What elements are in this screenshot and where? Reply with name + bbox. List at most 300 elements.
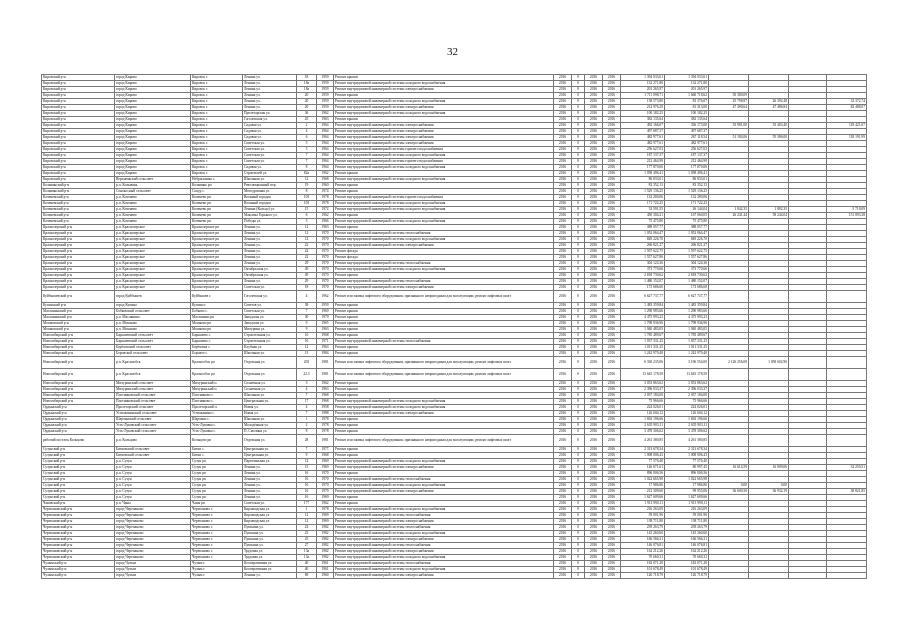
cell-house: 103 [297, 195, 317, 201]
cell-budget-cost: 16 809,06 [749, 465, 789, 471]
cell-district: Чулымский р-н [42, 561, 115, 567]
cell-total-cost: 224 026,01 [621, 405, 665, 411]
cell-work-type: Ремонт фасада [334, 255, 554, 261]
cell-house: 17 [297, 399, 317, 405]
cell-settlement: Сокур с. [191, 189, 243, 195]
cell-plan-year: 2016 [554, 483, 572, 489]
cell-fund-cost: 267 118,54 [665, 135, 709, 141]
cell-year: 1982 [317, 531, 334, 537]
cell-plan-year: 2016 [554, 489, 572, 495]
cell-end-year: 2016 [603, 75, 621, 81]
cell-col-zero: 0 [572, 153, 585, 159]
cell-district: Чулымский р-н [42, 567, 115, 573]
cell-settlement: Коченево рп [191, 195, 243, 201]
cell-settlement: Кировск г. [191, 93, 243, 99]
cell-plan-year: 2016 [554, 315, 572, 321]
cell-col-zero: 0 [572, 405, 585, 411]
cell-other-cost: 38 821,85 [827, 489, 867, 495]
cell-owners-cost [709, 291, 749, 303]
cell-col-zero: 0 [572, 105, 585, 111]
cell-col-zero: 0 [572, 231, 585, 237]
cell-plan-year: 2016 [554, 255, 572, 261]
cell-settlement: Краснозерское рп [191, 243, 243, 249]
cell-total-cost: 33 591,55 [621, 207, 665, 213]
cell-plan-year: 2016 [554, 129, 572, 135]
cell-work-type: Ремонт внутридомовой инженерной системы электроснабжения [334, 489, 554, 495]
cell-house: 20 [297, 105, 317, 111]
cell-total-cost: 1 483 359,84 [621, 303, 665, 309]
cell-district: Сузунский р-н [42, 495, 115, 501]
cell-municipality: Плотниковский сельсовет [115, 393, 191, 399]
cell-end-year: 2016 [603, 285, 621, 291]
cell-year: 1963 [317, 387, 334, 393]
cell-settlement: Чаны рп [191, 501, 243, 507]
cell-total-cost: 171 722,25 [621, 201, 665, 207]
cell-municipality: р.п. Коченево [115, 207, 191, 213]
cell-district: Краснозерский р-н [42, 261, 115, 267]
cell-other-cost [827, 573, 867, 579]
cell-district: Краснозерский р-н [42, 285, 115, 291]
cell-col-zero: 0 [572, 387, 585, 393]
cell-house: 36 [297, 111, 317, 117]
cell-year: 1970 [317, 261, 334, 267]
cell-col-zero: 0 [572, 477, 585, 483]
cell-year: 1964 [317, 129, 334, 135]
table-row [42, 369, 867, 381]
cell-municipality: р.п. Сузун [115, 483, 191, 489]
cell-house: 7 [297, 153, 317, 159]
cell-municipality: Пролетарский сельсовет [115, 405, 191, 411]
cell-settlement: Краснообск рп [191, 369, 243, 381]
cell-municipality: город Кирово [115, 159, 191, 165]
cell-district: Ордынский р-н [42, 417, 115, 423]
cell-end-year: 2016 [603, 105, 621, 111]
cell-house: 9 [297, 327, 317, 333]
cell-col-zero: 0 [572, 333, 585, 339]
cell-house: 22 [297, 243, 317, 249]
cell-municipality: город Кирово [115, 153, 191, 159]
cell-year: 1960 [317, 183, 334, 189]
cell-plan-year: 2016 [554, 285, 572, 291]
cell-total-cost: 212 976,29 [621, 105, 665, 111]
cell-district: Краснозерский р-н [42, 231, 115, 237]
cell-plan-year: 2016 [554, 225, 572, 231]
cell-total-cost: 482 977,61 [621, 135, 665, 141]
cell-street: Ленина ул. [243, 237, 297, 243]
cell-owners-cost: 1 842,35 [709, 207, 749, 213]
cell-street: Клубная ул. [243, 345, 297, 351]
cell-year: 1964 [317, 153, 334, 159]
cell-settlement: Битки с. [191, 453, 243, 459]
cell-end-year: 2016 [603, 501, 621, 507]
cell-work-type: Ремонт крыши [334, 351, 554, 357]
cell-house: 103 [297, 201, 317, 207]
cell-end-year: 2016 [603, 135, 621, 141]
cell-house: 22.5 [297, 369, 317, 381]
cell-total-cost: 1 711 098,71 [621, 93, 665, 99]
cell-end-year: 2016 [603, 537, 621, 543]
cell-col-zero: 0 [572, 417, 585, 423]
cell-year: 1964 [317, 147, 334, 153]
cell-district: Новосибирский р-н [42, 387, 115, 393]
cell-total-cost: 132 271,80 [621, 81, 665, 87]
cell-municipality: р.п. Краснозерское [115, 279, 191, 285]
cell-end-year: 2016 [603, 255, 621, 261]
cell-plan-year: 2016 [554, 387, 572, 393]
cell-settlement: Краснозерское рп [191, 237, 243, 243]
cell-end-year: 2016 [603, 489, 621, 495]
cell-district: Сузунский р-н [42, 477, 115, 483]
cell-plan-year: 2016 [554, 381, 572, 387]
cell-district: Черепановский р-н [42, 507, 115, 513]
cell-end-year: 2016 [603, 303, 621, 309]
cell-end-year: 2016 [603, 153, 621, 159]
cell-local-cost [789, 573, 827, 579]
cell-work-type: Ремонт крыши [334, 183, 554, 189]
cell-settlement: Чулым г. [191, 573, 243, 579]
cell-end-year: 2016 [603, 117, 621, 123]
cell-start-year: 2016 [585, 465, 603, 471]
cell-plan-year: 2016 [554, 273, 572, 279]
cell-fund-cost: 239 263,79 [665, 525, 709, 531]
cell-house: 69 [297, 573, 317, 579]
cell-fund-cost: 132 280,06 [665, 195, 709, 201]
cell-street: Кирзаводская ул. [243, 513, 297, 519]
cell-plan-year: 2016 [554, 501, 572, 507]
cell-year: 1970 [317, 489, 334, 495]
cell-start-year: 2016 [585, 411, 603, 417]
cell-municipality: р.п. Колывань [115, 183, 191, 189]
cell-settlement: Черепаново г. [191, 507, 243, 513]
cell-settlement: Мичуринский п. [191, 387, 243, 393]
cell-plan-year: 2016 [554, 219, 572, 225]
cell-year: 1964 [317, 123, 334, 129]
cell-col-zero: 0 [572, 315, 585, 321]
cell-street: Ленина ул. [243, 255, 297, 261]
cell-house: 25 [297, 537, 317, 543]
cell-end-year: 2016 [603, 141, 621, 147]
cell-total-cost: 162 212,26 [621, 549, 665, 555]
cell-municipality: р.п. Коченево [115, 219, 191, 225]
cell-col-zero: 0 [572, 183, 585, 189]
cell-plan-year: 2016 [554, 171, 572, 177]
cell-work-type: Ремонт или замена лифтового оборудования, признанного непригодным для эксплуатации, ремонт лифтовых шахт [334, 291, 554, 303]
cell-col-zero: 0 [572, 399, 585, 405]
table-row [42, 291, 867, 303]
cell-end-year: 2016 [603, 525, 621, 531]
cell-district: Новосибирский р-н [42, 345, 115, 351]
cell-total-cost: 1 037 331,25 [621, 339, 665, 345]
cell-street: Советская ул. [243, 309, 297, 315]
cell-street: Ленина ул. [243, 573, 297, 579]
cell-end-year: 2016 [603, 237, 621, 243]
cell-col-zero: 0 [572, 165, 585, 171]
cell-plan-year: 2016 [554, 141, 572, 147]
cell-plan-year: 2016 [554, 399, 572, 405]
cell-house: 13 [297, 351, 317, 357]
cell-municipality: Шарчинский сельсовет [115, 417, 191, 423]
cell-col-zero: 0 [572, 459, 585, 465]
cell-district: Кировский р-н [42, 135, 115, 141]
cell-start-year: 2016 [585, 315, 603, 321]
cell-municipality: р.п. Краснозерское [115, 249, 191, 255]
cell-total-cost: 1 008 006,43 [621, 453, 665, 459]
cell-fund-cost: 1 290 983,66 [665, 309, 709, 315]
cell-settlement: Кировск г. [191, 141, 243, 147]
cell-owners-cost: 55 981,00 [709, 123, 749, 129]
cell-district: Кировский р-н [42, 111, 115, 117]
cell-settlement: Плотниково с. [191, 399, 243, 405]
cell-house: 16 [297, 483, 317, 489]
cell-municipality: город Кирово [115, 171, 191, 177]
cell-district: Чулымский р-н [42, 573, 115, 579]
cell-plan-year: 2016 [554, 567, 572, 573]
cell-end-year: 2016 [603, 267, 621, 273]
cell-start-year: 2016 [585, 561, 603, 567]
cell-district: Кировский р-н [42, 123, 115, 129]
table-row [42, 573, 867, 579]
cell-work-type: Ремонт внутридомовой инженерной системы холодного водоснабжения [334, 459, 554, 465]
cell-other-cost: 118 421,67 [827, 123, 867, 129]
cell-col-zero: 0 [572, 543, 585, 549]
cell-col-zero: 0 [572, 213, 585, 219]
cell-house: 6 [297, 213, 317, 219]
cell-total-cost: 173 686,60 [621, 285, 665, 291]
cell-plan-year: 2016 [554, 237, 572, 243]
cell-start-year: 2016 [585, 387, 603, 393]
cell-street: Пушкина ул. [243, 543, 297, 549]
cell-start-year: 2016 [585, 543, 603, 549]
cell-end-year: 2016 [603, 243, 621, 249]
cell-col-zero: 0 [572, 507, 585, 513]
cell-total-cost: 6 627 737,77 [621, 291, 665, 303]
cell-house: 3 [297, 381, 317, 387]
cell-end-year: 2016 [603, 483, 621, 489]
cell-settlement: Шарчино с. [191, 417, 243, 423]
cell-fund-cost: 256 627,03 [665, 147, 709, 153]
cell-fund-cost: 6 627 737,77 [665, 291, 709, 303]
cell-end-year: 2016 [603, 225, 621, 231]
cell-municipality: город Кирово [115, 105, 191, 111]
cell-fund-cost: 1 660 718,62 [665, 93, 709, 99]
cell-budget-cost: 47 486,84 [749, 105, 789, 111]
cell-start-year: 2016 [585, 435, 603, 447]
cell-col-zero: 0 [572, 123, 585, 129]
cell-street: Советов ул. [243, 303, 297, 309]
cell-house: 40 [297, 567, 317, 573]
cell-municipality: Боровской сельсовет [115, 351, 191, 357]
cell-col-zero: 0 [572, 381, 585, 387]
cell-budget-cost: 36 932,19 [749, 489, 789, 495]
cell-start-year: 2016 [585, 129, 603, 135]
cell-settlement: Кировск г. [191, 171, 243, 177]
cell-street: Садовая ул. [243, 129, 297, 135]
cell-house: 4 [297, 129, 317, 135]
cell-settlement: Устюжанино с. [191, 411, 243, 417]
cell-settlement: Сузун рп [191, 465, 243, 471]
cell-total-cost: 1 290 983,66 [621, 309, 665, 315]
cell-owners-cost [709, 435, 749, 447]
cell-start-year: 2016 [585, 159, 603, 165]
cell-col-zero: 0 [572, 129, 585, 135]
cell-municipality: город Черепаново [115, 543, 191, 549]
cell-end-year: 2016 [603, 249, 621, 255]
cell-total-cost: 2 818 730,62 [621, 273, 665, 279]
cell-fund-cost: 1 557 627,86 [665, 255, 709, 261]
cell-year: 1981 [317, 369, 334, 381]
cell-col-zero: 0 [572, 471, 585, 477]
cell-street: Ленина ул. [243, 87, 297, 93]
cell-total-cost: 2 313 678,34 [621, 447, 665, 453]
cell-street: Садовая ул. [243, 165, 297, 171]
cell-total-cost: 1 557 627,86 [621, 255, 665, 261]
cell-district: Кировский р-н [42, 117, 115, 123]
cell-plan-year: 2016 [554, 309, 572, 315]
cell-street: Ленина ул. [243, 105, 297, 111]
cell-municipality: Барышевский сельсовет [115, 339, 191, 345]
capital-repair-table [41, 74, 867, 579]
cell-settlement: Сузун рп [191, 459, 243, 465]
cell-street: Кооперативная ул. [243, 567, 297, 573]
cell-house: 16 [297, 333, 317, 339]
cell-plan-year: 2016 [554, 99, 572, 105]
cell-start-year: 2016 [585, 495, 603, 501]
cell-house: 4 [297, 405, 317, 411]
cell-district: Краснозерский р-н [42, 273, 115, 279]
cell-year: 1970 [317, 237, 334, 243]
cell-total-cost: 100 182,25 [621, 111, 665, 117]
cell-budget-cost [749, 435, 789, 447]
cell-end-year: 2016 [603, 471, 621, 477]
cell-municipality: р.п. Сузун [115, 495, 191, 501]
cell-fund-cost: 896 006,56 [665, 471, 709, 477]
cell-col-zero: 0 [572, 489, 585, 495]
cell-end-year: 2016 [603, 195, 621, 201]
cell-fund-cost: 132 271,80 [665, 81, 709, 87]
cell-fund-cost: 86 833,01 [665, 177, 709, 183]
cell-total-cost: 138 573,80 [621, 99, 665, 105]
cell-plan-year: 2016 [554, 153, 572, 159]
cell-fund-cost: 126 718,79 [665, 573, 709, 579]
cell-col-zero: 0 [572, 249, 585, 255]
cell-district: Новосибирский р-н [42, 357, 115, 369]
cell-total-cost: 1 394 033,61 [621, 75, 665, 81]
cell-start-year: 2016 [585, 531, 603, 537]
cell-year: 1959 [317, 303, 334, 309]
cell-col-zero: 0 [572, 483, 585, 489]
cell-owners-cost: 2 126 256,08 [709, 357, 749, 369]
cell-total-cost: 1 692 196,66 [621, 417, 665, 423]
cell-street: Новая ул. [243, 405, 297, 411]
cell-budget-cost: 1 882,35 [749, 207, 789, 213]
cell-street: Центральная ул. [243, 453, 297, 459]
cell-settlement: Кировск г. [191, 105, 243, 111]
cell-year: 1959 [317, 105, 334, 111]
cell-work-type: Ремонт крыши [334, 447, 554, 453]
cell-start-year: 2016 [585, 339, 603, 345]
cell-house: 7 [297, 309, 317, 315]
cell-work-type: Ремонт внутридомовой инженерной системы холодного водоснабжения [334, 405, 554, 411]
cell-district: Черепановский р-н [42, 537, 115, 543]
cell-plan-year: 2016 [554, 135, 572, 141]
cell-municipality: р.п. Коченево [115, 195, 191, 201]
cell-work-type: Ремонт крыши [334, 273, 554, 279]
cell-fund-cost: 2 313 678,34 [665, 447, 709, 453]
cell-col-zero: 0 [572, 561, 585, 567]
cell-house: 4 [297, 291, 317, 303]
cell-street: Строительная ул. [243, 339, 297, 345]
cell-house: 19 [297, 183, 317, 189]
cell-municipality: р.п. Краснообск [115, 369, 191, 381]
cell-district: Кировский р-н [42, 159, 115, 165]
cell-settlement: Черепаново г. [191, 543, 243, 549]
cell-work-type: Ремонт крыши [334, 381, 554, 387]
cell-total-cost: 77 576,40 [621, 459, 665, 465]
cell-settlement: Сузун рп [191, 483, 243, 489]
cell-municipality: р.п. Коченево [115, 213, 191, 219]
cell-plan-year: 2016 [554, 279, 572, 285]
cell-district: Кировский р-н [42, 87, 115, 93]
cell-district: Новосибирский р-н [42, 381, 115, 387]
cell-settlement: Краснозерское рп [191, 273, 243, 279]
cell-house: 12 [297, 513, 317, 519]
cell-fund-cost: 75 966,66 [665, 399, 709, 405]
cell-fund-cost: 17 986,86 [665, 483, 709, 489]
cell-total-cost: 1 785 489,67 [621, 333, 665, 339]
cell-end-year: 2016 [603, 423, 621, 429]
cell-year: 1978 [317, 195, 334, 201]
cell-start-year: 2016 [585, 105, 603, 111]
cell-start-year: 2016 [585, 399, 603, 405]
cell-start-year: 2016 [585, 207, 603, 213]
cell-street: Советская ул. [243, 501, 297, 507]
cell-end-year: 2016 [603, 513, 621, 519]
cell-street: Ленина ул. [243, 495, 297, 501]
cell-start-year: 2016 [585, 183, 603, 189]
cell-year: 1969 [317, 513, 334, 519]
cell-fund-cost: 849 226,70 [665, 237, 709, 243]
cell-fund-cost: 83 376,07 [665, 99, 709, 105]
cell-col-zero: 0 [572, 279, 585, 285]
cell-owners-cost: 51 184,06 [709, 135, 749, 141]
cell-settlement: Чулым г. [191, 561, 243, 567]
cell-plan-year: 2016 [554, 243, 572, 249]
cell-local-cost [789, 357, 827, 369]
cell-street: Школьная ул. [243, 393, 297, 399]
cell-year: 1971 [317, 339, 334, 345]
cell-plan-year: 2016 [554, 231, 572, 237]
cell-district: Кировский р-н [42, 153, 115, 159]
cell-plan-year: 2016 [554, 189, 572, 195]
cell-house: 16 [297, 477, 317, 483]
cell-local-cost [789, 369, 827, 381]
cell-settlement: Кировск г. [191, 99, 243, 105]
cell-work-type: Ремонт внутридомовой инженерной системы теплоснабжения [334, 231, 554, 237]
cell-plan-year: 2016 [554, 81, 572, 87]
cell-col-zero: 0 [572, 171, 585, 177]
cell-year: 1958 [317, 405, 334, 411]
cell-total-cost: 6 330 235,06 [621, 357, 665, 369]
cell-fund-cost: 13 645 178,50 [665, 369, 709, 381]
cell-total-cost: 3 478 306,62 [621, 429, 665, 435]
cell-fund-cost: 2 818 730,62 [665, 273, 709, 279]
cell-district: Краснозерский р-н [42, 255, 115, 261]
cell-municipality: город Кирово [115, 123, 191, 129]
cell-col-zero: 0 [572, 345, 585, 351]
cell-col-zero: 0 [572, 549, 585, 555]
cell-start-year: 2016 [585, 513, 603, 519]
cell-end-year: 2016 [603, 315, 621, 321]
